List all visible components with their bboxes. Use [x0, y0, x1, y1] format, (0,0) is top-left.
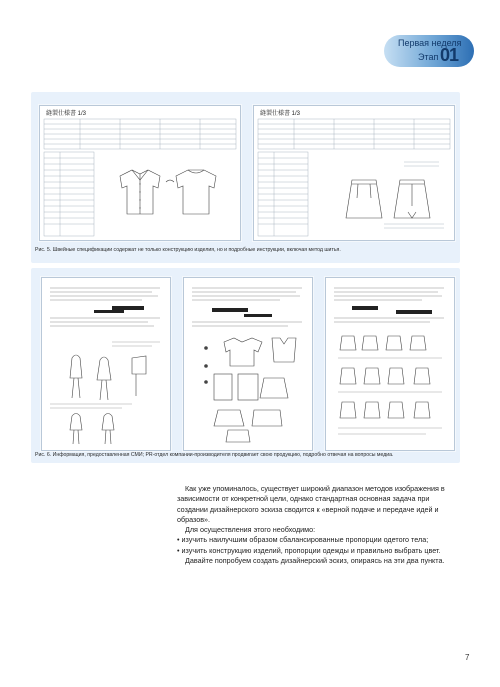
body-text [177, 484, 452, 566]
media-sheet-3 [325, 277, 455, 451]
week-label: Первая неделя [398, 38, 462, 48]
spec-sheet-skirt-drawing [254, 106, 454, 240]
media-sheet-2 [183, 277, 313, 451]
stage-label: Этап [418, 52, 439, 62]
figure-5-panel [31, 92, 460, 263]
spec-sheet-header: 縫製仕様書 1/3 [260, 111, 301, 117]
spec-sheet-header: 縫製仕様書 1/3 [46, 111, 87, 117]
media-sheet-1-drawing [42, 278, 170, 450]
media-sheet-3-drawing [326, 278, 454, 450]
spec-sheet-shirt [39, 105, 241, 241]
bullet-construction: • изучить конструкцию изделий, пропорции одежды и правильно выбрать цвет. [177, 545, 441, 555]
media-sheet-1 [41, 277, 171, 451]
paragraph-requirements: Для осуществления этого необходимо: [185, 525, 316, 535]
media-sheet-2-drawing [184, 278, 312, 450]
figure-6-caption: Рис. 6. Информация, предоставленная СМИ; PR-отдел компании-производителя продвигает свою продукцию, подробно отвечая на вопросы медиа. [35, 452, 394, 458]
page-number: 7 [465, 653, 470, 662]
spec-sheet-shirt-drawing [40, 106, 240, 240]
paragraph-intro: Как уже упоминалось, существует широкий диапазон методов изображения в зависимости от конкретной цели, однако стандартная основная задача при создании дизайнерского эскиза сводится к «верной подаче и передаче идей и образов». [177, 484, 445, 524]
paragraph-closing: Давайте попробуем создать дизайнерский эскиз, опираясь на эти два пункта. [185, 556, 445, 566]
bullet-proportions: • изучить наилучшим образом сбалансированные пропорции одетого тела; [177, 535, 429, 545]
figure-5-caption: Рис. 5. Швейные спецификации содержат не только конструкцию изделия, но и подробные инструкции, включая метод шитья. [35, 247, 341, 253]
figure-6-panel [31, 268, 460, 463]
week-stage-badge [384, 35, 474, 83]
spec-sheet-skirt [253, 105, 455, 241]
stage-number: 01 [440, 45, 459, 65]
